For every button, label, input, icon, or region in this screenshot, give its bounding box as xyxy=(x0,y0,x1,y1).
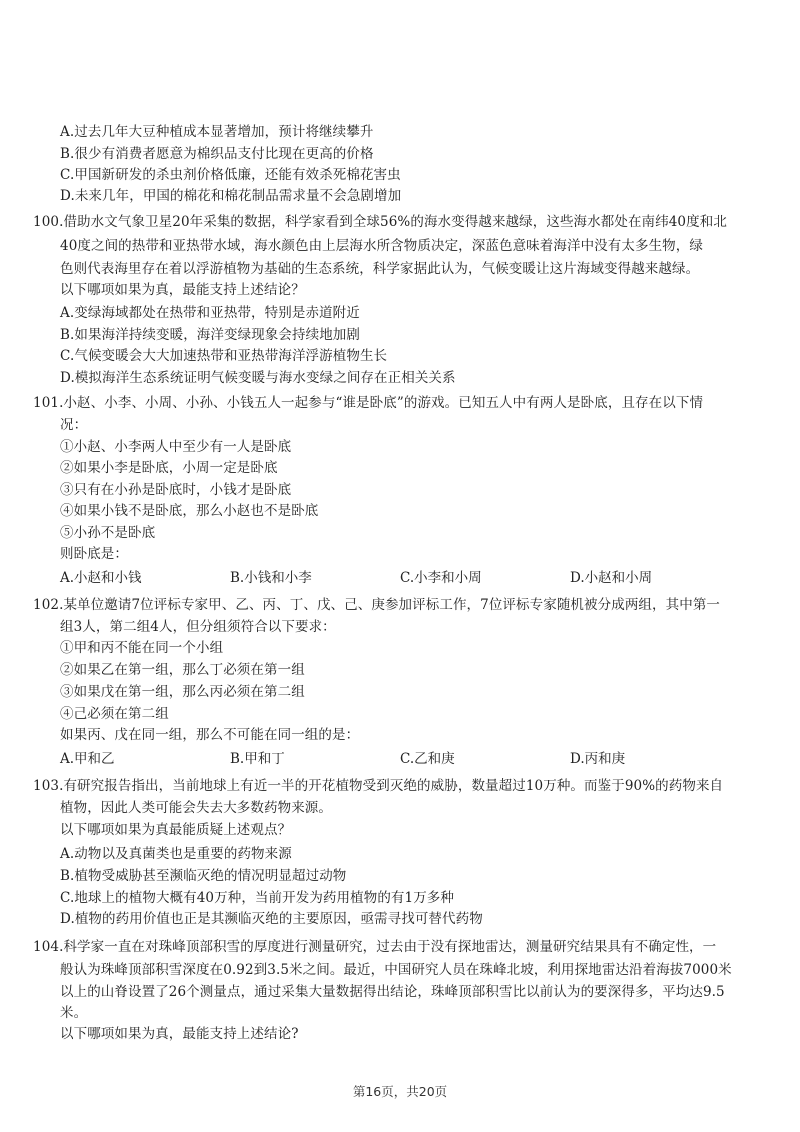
page-number: 第16页，共20页 xyxy=(352,1084,448,1099)
q100-option-d: D.模拟海洋生态系统证明气候变暖与海水变绿之间存在正相关关系 xyxy=(60,370,456,386)
q101-condition-3: ③只有在小孙是卧底时，小钱才是卧底 xyxy=(60,482,292,498)
q99-option-d: D.未来几年，甲国的棉花和棉花制品需求量不会急剧增加 xyxy=(60,188,402,204)
q102-question: 如果丙、戊在同一组，那么不可能在同一组的是： xyxy=(60,727,360,743)
q100-option-c: C.气候变暖会大大加速热带和亚热带海洋浮游植物生长 xyxy=(60,348,388,364)
q101-condition-4: ④如果小钱不是卧底，那么小赵也不是卧底 xyxy=(60,503,319,519)
q102-condition-1: ①甲和丙不能在同一个小组 xyxy=(60,640,224,656)
q99-option-a: A.过去几年大豆种植成本显著增加，预计将继续攀升 xyxy=(60,124,374,140)
q102-stem-line-2: 组3人，第二组4人，但分组须符合以下要求： xyxy=(60,619,336,635)
q102-condition-3: ③如果戊在第一组，那么丙必须在第二组 xyxy=(60,684,305,700)
q100-stem-line-1: 100.借助水文气象卫星20年采集的数据，科学家看到全球56%的海水变得越来越绿，这些海水都处在南纬40度和北 xyxy=(33,214,727,230)
q103-question: 以下哪项如果为真最能质疑上述观点？ xyxy=(60,822,292,838)
q103-option-d: D.植物的药用价值也正是其濒临灭绝的主要原因，亟需寻找可替代药物 xyxy=(60,911,483,927)
q100-stem-line-2: 40度之间的热带和亚热带水域，海水颜色由上层海水所含物质决定，深蓝色意味着海洋中没有太多生物，绿 xyxy=(60,238,703,254)
q102-option-d: D.丙和庚 xyxy=(570,751,626,767)
q104-stem-line-4: 米。 xyxy=(60,1005,88,1021)
q101-condition-1: ①小赵、小李两人中至少有一人是卧底 xyxy=(60,439,292,455)
q101-question: 则卧底是： xyxy=(60,546,128,562)
q102-stem-line-1: 102.某单位邀请7位评标专家甲、乙、丙、丁、戊、己、庚参加评标工作，7位评标专家随机被分成两组，其中第一 xyxy=(33,597,721,613)
q102-options-row xyxy=(60,749,780,769)
q103-stem-line-1: 103.有研究报告指出，当前地球上有近一半的开花植物受到灭绝的威胁，数量超过10万种。而鉴于90%的药物来自 xyxy=(33,778,724,794)
q103-stem-line-2: 植物，因此人类可能会失去大多数药物来源。 xyxy=(60,800,332,816)
q104-stem-line-3: 以上的山脊设置了26个测量点，通过采集大量数据得出结论，珠峰顶部积雪比以前认为的要深得多，平均达9.5 xyxy=(60,984,725,1000)
q99-option-c: C.甲国新研发的杀虫剂价格低廉，还能有效杀死棉花害虫 xyxy=(60,167,401,183)
q100-option-b: B.如果海洋持续变暖，海洋变绿现象会持续地加剧 xyxy=(60,327,361,343)
q101-option-c: C.小李和小周 xyxy=(400,570,482,586)
q103-option-b: B.植物受威胁甚至濒临灭绝的情况明显超过动物 xyxy=(60,868,347,884)
q102-condition-2: ②如果乙在第一组，那么丁必须在第一组 xyxy=(60,662,305,678)
q101-option-a: A.小赵和小钱 xyxy=(60,570,142,586)
q100-stem-line-3: 色则代表海里存在着以浮游植物为基础的生态系统，科学家据此认为，气候变暖让这片海域变得越来越绿。 xyxy=(60,261,700,277)
q104-stem-line-1: 104.科学家一直在对珠峰顶部积雪的厚度进行测量研究，过去由于没有探地雷达，测量研究结果具有不确定性，一 xyxy=(33,939,717,955)
q101-stem-line-2: 况： xyxy=(60,417,88,433)
q102-option-b: B.甲和丁 xyxy=(230,751,285,767)
q103-option-a: A.动物以及真菌类也是重要的药物来源 xyxy=(60,846,292,862)
q102-condition-4: ④己必须在第二组 xyxy=(60,706,169,722)
q99-option-b: B.很少有消费者愿意为棉织品支付比现在更高的价格 xyxy=(60,146,374,162)
q101-condition-2: ②如果小李是卧底，小周一定是卧底 xyxy=(60,460,278,476)
q100-question: 以下哪项如果为真，最能支持上述结论？ xyxy=(60,282,305,298)
q101-option-d: D.小赵和小周 xyxy=(570,570,653,586)
q104-question: 以下哪项如果为真，最能支持上述结论? xyxy=(60,1026,299,1042)
q104-stem-line-2: 般认为珠峰顶部积雪深度在0.92到3.5米之间。最近，中国研究人员在珠峰北坡，利用探地雷达沿着海拔7000米 xyxy=(60,962,732,978)
q101-options-row xyxy=(60,568,780,588)
q100-option-a: A.变绿海域都处在热带和亚热带，特别是赤道附近 xyxy=(60,305,360,321)
q102-option-a: A.甲和乙 xyxy=(60,751,115,767)
q103-option-c: C.地球上的植物大概有40万种，当前开发为药用植物的有1万多种 xyxy=(60,890,455,906)
q101-condition-5: ⑤小孙不是卧底 xyxy=(60,525,156,541)
q101-option-b: B.小钱和小李 xyxy=(230,570,312,586)
q102-option-c: C.乙和庚 xyxy=(400,751,455,767)
q101-stem-line-1: 101.小赵、小李、小周、小孙、小钱五人一起参与“谁是卧底”的游戏。已知五人中有两人是卧底，且存在以下情 xyxy=(33,395,704,411)
